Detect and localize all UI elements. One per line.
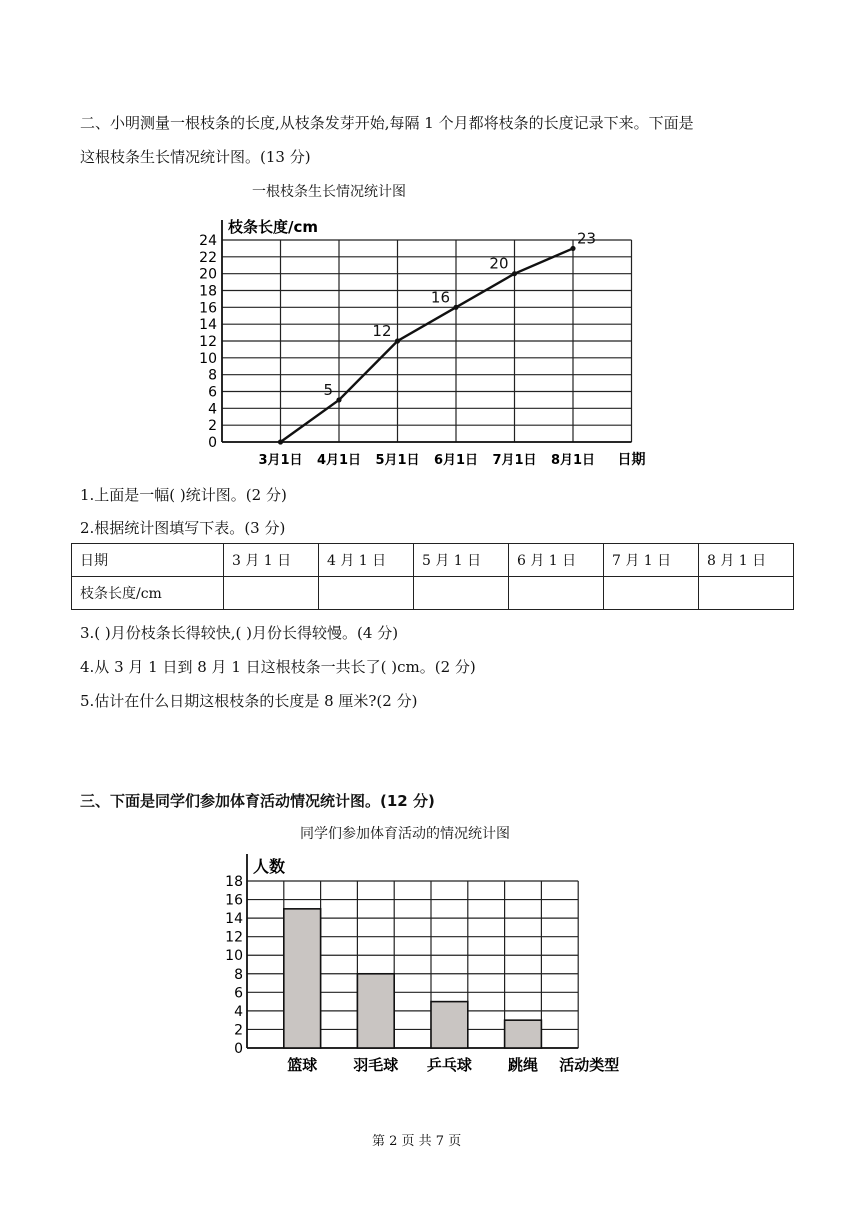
bar <box>357 974 394 1048</box>
y-tick-label: 18 <box>225 874 243 890</box>
y-tick-label: 12 <box>199 334 217 350</box>
question-2: 2.根据统计图填写下表。(3 分) <box>80 519 286 537</box>
y-tick-label: 6 <box>234 985 243 1002</box>
bar <box>284 909 321 1048</box>
y-tick-label: 16 <box>199 300 217 317</box>
y-tick-label: 0 <box>234 1041 243 1057</box>
data-label: 20 <box>489 254 509 273</box>
question-5: 5.估计在什么日期这根枝条的长度是 8 厘米?(2 分) <box>80 692 418 710</box>
y-axis-label: 人数 <box>253 857 286 876</box>
table-answer-cell[interactable] <box>414 577 509 610</box>
data-label: 5 <box>323 380 333 399</box>
bar-chart <box>220 848 660 1078</box>
y-tick-label: 8 <box>208 367 217 384</box>
table-answer-cell[interactable] <box>224 577 319 610</box>
x-tick-label: 6月1日 <box>433 453 479 468</box>
table-answer-cell[interactable] <box>509 577 604 610</box>
y-tick-label: 20 <box>199 266 217 283</box>
x-tick-label: 乒乓球 <box>426 1056 472 1074</box>
table-date-cell: 3 月 1 日 <box>224 544 319 577</box>
table-date-cell: 5 月 1 日 <box>414 544 509 577</box>
x-axis-label: 日期 <box>617 452 646 468</box>
data-point <box>395 338 400 343</box>
y-tick-label: 10 <box>199 350 217 367</box>
x-tick-label: 4月1日 <box>316 453 362 468</box>
data-point <box>570 246 575 251</box>
x-tick-label: 7月1日 <box>492 453 537 468</box>
data-point <box>453 305 458 310</box>
line-chart <box>190 210 680 472</box>
x-tick-label: 羽毛球 <box>353 1056 399 1074</box>
line-chart-title: 一根枝条生长情况统计图 <box>252 184 406 200</box>
data-point <box>336 397 341 402</box>
y-tick-label: 14 <box>225 911 243 928</box>
page-footer: 第 2 页 共 7 页 <box>372 1134 462 1149</box>
bar <box>431 1002 468 1048</box>
x-tick-label: 3月1日 <box>258 453 303 468</box>
bar-chart-title: 同学们参加体育活动的情况统计图 <box>300 826 510 842</box>
table-date-cell: 4 月 1 日 <box>319 544 414 577</box>
table-answer-cell[interactable] <box>319 577 414 610</box>
y-tick-label: 6 <box>208 384 217 401</box>
fill-table <box>71 543 794 610</box>
y-tick-label: 12 <box>225 929 243 946</box>
section2-intro-line1: 二、小明测量一根枝条的长度,从枝条发芽开始,每隔 1 个月都将枝条的长度记录下来。下面是 <box>80 114 694 132</box>
table-answer-cell[interactable] <box>699 577 794 610</box>
question-1: 1.上面是一幅( )统计图。(2 分) <box>80 486 287 504</box>
data-label: 16 <box>430 288 450 307</box>
y-tick-label: 0 <box>208 435 217 451</box>
bar <box>505 1020 542 1048</box>
y-tick-label: 2 <box>234 1022 243 1039</box>
table-header-date: 日期 <box>72 544 224 577</box>
y-tick-label: 14 <box>199 317 217 334</box>
question-4: 4.从 3 月 1 日到 8 月 1 日这根枝条一共长了( )cm。(2 分) <box>80 658 476 676</box>
y-tick-label: 4 <box>234 1003 243 1020</box>
x-tick-label: 跳绳 <box>507 1056 539 1074</box>
x-axis-label: 活动类型 <box>559 1056 620 1074</box>
table-date-cell: 7 月 1 日 <box>604 544 699 577</box>
y-tick-label: 2 <box>208 418 217 435</box>
data-point <box>512 271 517 276</box>
table-row <box>72 544 794 577</box>
y-tick-label: 18 <box>199 283 217 300</box>
y-tick-label: 22 <box>199 249 217 266</box>
data-label: 12 <box>372 322 392 340</box>
y-axis-label: 枝条长度/cm <box>228 218 319 236</box>
y-tick-label: 24 <box>199 233 217 249</box>
y-tick-label: 16 <box>225 892 243 909</box>
data-point <box>278 439 283 444</box>
section2-intro-line2: 这根枝条生长情况统计图。(13 分) <box>80 148 311 166</box>
table-row <box>72 577 794 610</box>
table-answer-cell[interactable] <box>604 577 699 610</box>
series-line <box>281 248 574 442</box>
table-date-cell: 8 月 1 日 <box>699 544 794 577</box>
section3-intro: 三、下面是同学们参加体育活动情况统计图。(12 分) <box>80 792 435 810</box>
y-tick-label: 4 <box>208 401 217 418</box>
x-tick-label: 8月1日 <box>550 453 596 468</box>
table-date-cell: 6 月 1 日 <box>509 544 604 577</box>
x-tick-label: 篮球 <box>287 1056 318 1074</box>
table-header-length: 枝条长度/cm <box>72 577 224 610</box>
question-3: 3.( )月份枝条长得较快,( )月份长得较慢。(4 分) <box>80 624 399 642</box>
y-tick-label: 8 <box>234 966 243 983</box>
y-tick-label: 10 <box>225 948 243 965</box>
x-tick-label: 5月1日 <box>375 453 420 468</box>
data-label: 23 <box>577 229 597 248</box>
